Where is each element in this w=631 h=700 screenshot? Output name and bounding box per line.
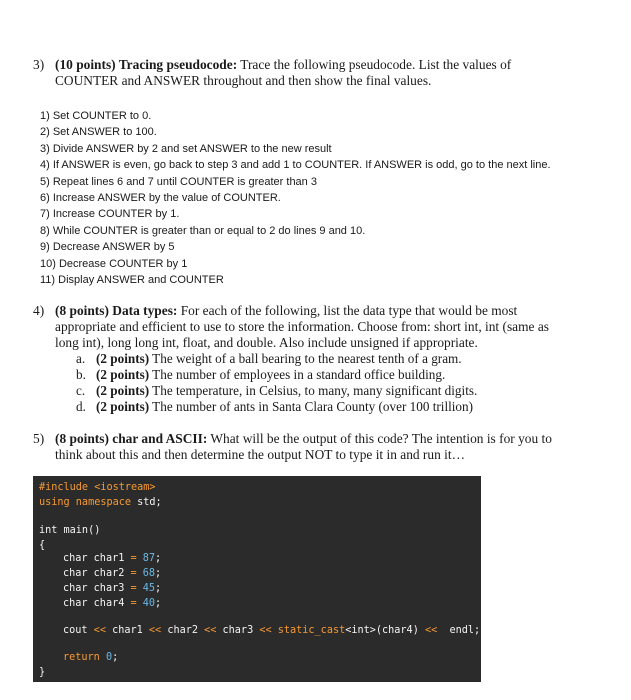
item-points: (2 points) xyxy=(96,351,150,366)
code-number: 87 xyxy=(142,553,156,564)
code-using-line xyxy=(39,496,162,511)
question-4 xyxy=(33,303,593,351)
item-text: The number of employees in a standard office building. xyxy=(149,367,446,382)
pseudocode-step: 1) Set COUNTER to 0. xyxy=(40,110,152,122)
code-decl-line xyxy=(63,582,161,597)
code-var: char2 xyxy=(93,568,125,579)
item-letter: d. xyxy=(76,399,86,414)
code-semi: ; xyxy=(155,553,162,564)
code-op: << xyxy=(253,625,278,636)
data-type-item xyxy=(76,351,477,367)
item-letter: c. xyxy=(76,383,86,398)
pseudocode-step: 9) Decrease ANSWER by 5 xyxy=(40,241,175,254)
pseudocode-step: 3) Divide ANSWER by 2 and set ANSWER to the new result xyxy=(40,142,332,155)
code-number: 40 xyxy=(142,598,156,609)
code-block xyxy=(33,476,481,682)
code-return-line xyxy=(63,651,118,666)
code-close-brace: } xyxy=(39,667,46,678)
data-type-item xyxy=(76,367,477,383)
pseudocode-step: 10) Decrease COUNTER by 1 xyxy=(40,257,188,270)
code-var: char3 xyxy=(222,625,254,636)
item-points: (2 points) xyxy=(96,383,150,398)
data-type-item xyxy=(76,399,477,415)
code-op: = xyxy=(124,568,143,579)
question-3-text-line1: Trace the following pseudocode. List the values of xyxy=(237,57,512,72)
code-number: 68 xyxy=(142,568,156,579)
code-decl-line xyxy=(63,597,161,612)
data-type-item xyxy=(76,383,477,399)
item-text: The temperature, in Celsius, to many, many significant digits. xyxy=(149,383,478,398)
pseudocode-step: 6) Increase ANSWER by the value of COUNTER. xyxy=(40,192,281,205)
code-decl-line xyxy=(63,552,161,567)
pseudocode-steps xyxy=(40,108,551,288)
code-decl-line xyxy=(63,567,161,582)
code-cast: static_cast xyxy=(277,625,346,636)
pseudocode-step: 7) Increase COUNTER by 1. xyxy=(40,208,180,221)
code-endl: endl; xyxy=(443,625,481,636)
question-4-text-line2: appropriate and efficient to use to store the information. Choose from: short int, int (same as xyxy=(55,319,549,334)
pseudocode-step: 5) Repeat lines 6 and 7 until COUNTER is greater than 3 xyxy=(40,175,317,188)
code-semi: ; xyxy=(155,568,162,579)
code-open-brace: { xyxy=(39,540,46,551)
item-letter: b. xyxy=(76,367,86,382)
question-5 xyxy=(33,431,593,463)
code-return-keyword: return xyxy=(63,652,100,663)
code-var: char2 xyxy=(167,625,198,636)
question-3-label: (10 points) Tracing pseudocode: xyxy=(55,57,238,72)
question-5-text-line1: What will be the output of this code? The intention is for you to xyxy=(207,431,552,446)
item-text: The weight of a ball bearing to the nearest tenth of a gram. xyxy=(149,351,462,366)
code-var: char4 xyxy=(93,598,125,609)
code-op: << xyxy=(142,625,168,636)
question-3-text-line2: COUNTER and ANSWER throughout and then show the final values. xyxy=(55,73,432,88)
code-type: char xyxy=(63,583,94,594)
item-points: (2 points) xyxy=(96,399,150,414)
code-var: char1 xyxy=(112,625,143,636)
question-3-number: 3) xyxy=(33,57,45,72)
data-type-items xyxy=(76,351,477,415)
code-using-rest: std; xyxy=(131,497,162,508)
code-type: char xyxy=(63,568,94,579)
code-include-line: #include <iostream> xyxy=(39,482,156,493)
code-op: << xyxy=(418,625,444,636)
code-semi: ; xyxy=(155,583,162,594)
question-5-label: (8 points) char and ASCII: xyxy=(55,431,208,446)
pseudocode-step: 2) Set ANSWER to 100. xyxy=(40,126,157,139)
pseudocode-step: 11) Display ANSWER and COUNTER xyxy=(40,274,224,287)
code-number: 45 xyxy=(142,583,156,594)
question-5-text-line2: think about this and then determine the output NOT to type it in and run it… xyxy=(55,447,465,462)
code-op: << xyxy=(87,625,113,636)
code-number: 0 xyxy=(99,652,113,663)
code-op: = xyxy=(124,553,143,564)
item-letter: a. xyxy=(76,351,86,366)
question-3 xyxy=(33,57,593,89)
code-cast-type: <int> xyxy=(345,625,376,636)
item-text: The number of ants in Santa Clara County (over 100 trillion) xyxy=(149,399,474,414)
code-semi: ; xyxy=(155,598,162,609)
code-semi: ; xyxy=(112,652,119,663)
question-4-number: 4) xyxy=(33,303,45,318)
code-cout-line xyxy=(63,624,480,639)
code-type: char xyxy=(63,598,94,609)
code-main-signature: int main() xyxy=(39,525,101,536)
question-4-label: (8 points) Data types: xyxy=(55,303,178,318)
code-var: char3 xyxy=(93,583,125,594)
code-using-keyword: using namespace xyxy=(39,497,132,508)
code-cast-arg: (char4) xyxy=(375,625,419,636)
code-var: char1 xyxy=(93,553,125,564)
code-cout: cout xyxy=(63,625,88,636)
pseudocode-step: 4) If ANSWER is even, go back to step 3 and add 1 to COUNTER. If ANSWER is odd, go to the next line. xyxy=(40,159,551,172)
pseudocode-step: 8) While COUNTER is greater than or equal to 2 do lines 9 and 10. xyxy=(40,224,366,237)
code-type: char xyxy=(63,553,94,564)
item-points: (2 points) xyxy=(96,367,150,382)
question-4-text-line1: For each of the following, list the data type that would be most xyxy=(177,303,518,318)
code-op: = xyxy=(124,598,143,609)
question-5-number: 5) xyxy=(33,431,45,446)
question-4-text-line3: long int), long long int, float, and double. Also include unsigned if appropriate. xyxy=(55,335,478,350)
code-op: << xyxy=(197,625,223,636)
code-op: = xyxy=(124,583,143,594)
